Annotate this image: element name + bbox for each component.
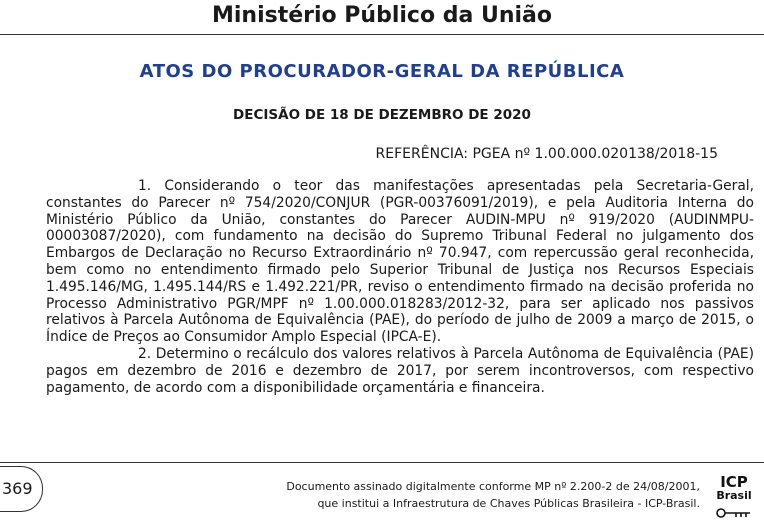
decision-title: DECISÃO DE 18 DE DEZEMBRO DE 2020 xyxy=(233,107,531,123)
footer-divider xyxy=(0,462,764,463)
key-icon xyxy=(716,506,752,520)
signature-notice xyxy=(286,478,700,512)
decision-body xyxy=(46,178,754,396)
publication-title: Ministério Público da União xyxy=(211,3,553,28)
reference-line: REFERÊNCIA: PGEA nº 1.00.000.020138/2018-15 xyxy=(375,146,718,162)
document-header xyxy=(0,0,764,35)
signature-notice-line-1: Documento assinado digitalmente conforme MP nº 2.200-2 de 24/08/2001, xyxy=(286,480,700,493)
section-title: ATOS DO PROCURADOR-GERAL DA REPÚBLICA xyxy=(139,61,625,82)
paragraph-1: 1. Considerando o teor das manifestações apresentadas pela Secretaria-Geral, constantes do Parecer nº 754/2020/CONJUR (PGR-00376091/2019), e pela Auditoria Interna do Ministério Público da União, constantes do Parecer AUDIN-MPU nº 919/2020 (AUDINMPU-00003087/2020), com fundamento na decisão do Supremo Tribunal Federal no julgamento dos Embargos de Declaração no Recurso Extraordinário nº 70.947, com repercussão geral reconhecida, bem como no entendimento firmado pelo Superior Tribunal de Justiça nos Recursos Especiais 1.495.146/MG, 1.495.144/RS e 1.492.221/PR, reviso o entendimento firmado na decisão proferida no Processo Administrativo PGR/MPF nº 1.00.000.018283/2012-32, para ser aplicado nos passivos relativos à Parcela Autônoma de Equivalência (PAE), do período de julho de 2009 a março de 2015, o Índice de Preços ao Consumidor Amplo Especial (IPCA-E). xyxy=(46,178,754,346)
paragraph-2: 2. Determino o recálculo dos valores relativos à Parcela Autônoma de Equivalência (PAE) pagos em dezembro de 2016 e dezembro de 2017, por serem incontroversos, com respectivo pagamento, de acordo com a disponibilidade orçamentária e financeira. xyxy=(46,345,754,396)
signature-notice-line-2: que institui a Infraestrutura de Chaves Públicas Brasileira - ICP-Brasil. xyxy=(317,497,700,510)
page-number-box xyxy=(0,466,43,512)
icp-logo-top: ICP xyxy=(720,473,748,491)
page-number: 369 xyxy=(2,479,33,498)
icp-logo-bottom: Brasil xyxy=(716,489,752,502)
icp-brasil-logo xyxy=(712,473,756,522)
